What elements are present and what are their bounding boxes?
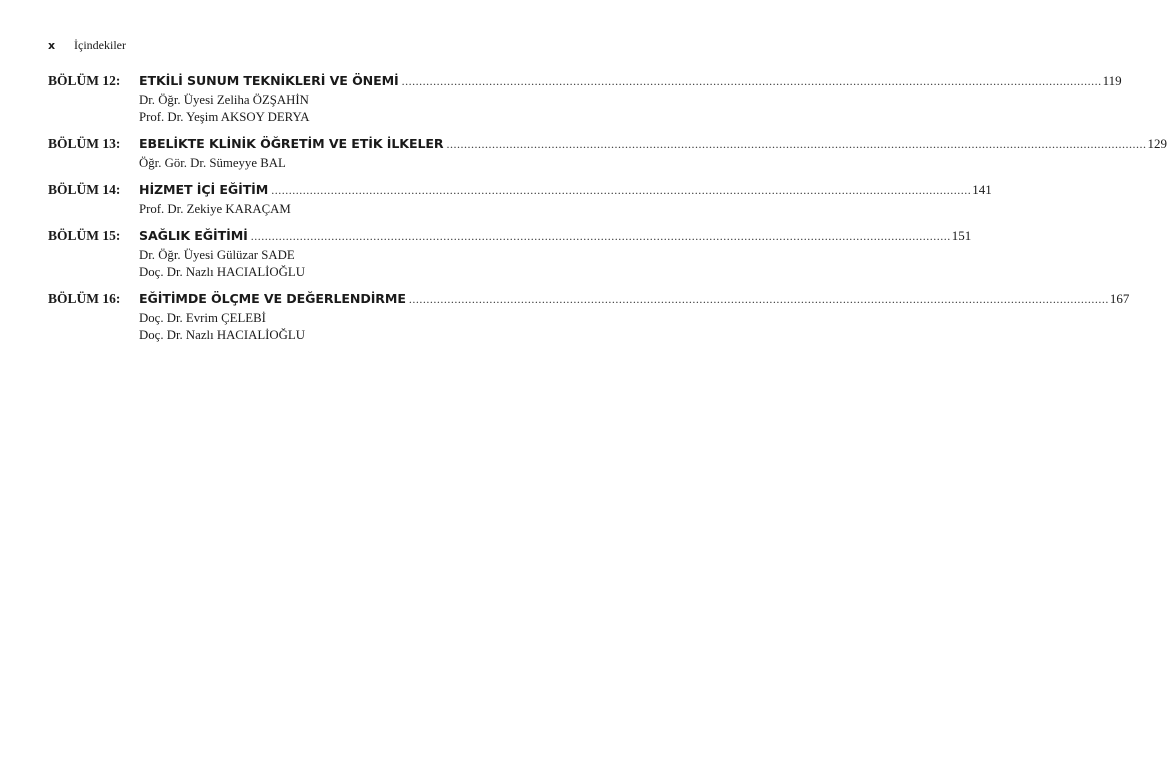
chapter-author: Öğr. Gör. Dr. Sümeyye BAL [139, 156, 286, 170]
dot-leader: ........................................................................................................................................................................................................ [271, 183, 972, 197]
chapter-number: BÖLÜM 15: [48, 228, 121, 243]
running-title: İçindekiler [74, 38, 126, 52]
toc-entry-12 [48, 73, 1122, 126]
chapter-page-number: 151 [951, 228, 972, 243]
toc-entry-16 [48, 291, 1130, 344]
chapter-number: BÖLÜM 12: [48, 73, 121, 88]
dot-leader: ........................................................................................................................................................................................................ [401, 74, 1102, 88]
toc-entry-line[interactable] [48, 136, 1167, 155]
chapter-author: Doç. Dr. Nazlı HACIALİOĞLU [139, 265, 305, 279]
chapter-page-number: 129 [1147, 136, 1167, 151]
chapter-number: BÖLÜM 14: [48, 182, 121, 197]
toc-entry-line[interactable] [48, 182, 992, 201]
page-number: x [48, 39, 56, 52]
chapter-author: Prof. Dr. Yeşim AKSOY DERYA [139, 110, 310, 124]
chapter-page-number: 141 [972, 182, 992, 197]
chapter-number: BÖLÜM 13: [48, 136, 121, 151]
chapter-author: Dr. Öğr. Üyesi Zeliha ÖZŞAHİN [139, 93, 309, 107]
chapter-title: SAĞLIK EĞİTİMİ [139, 228, 248, 243]
chapter-title: EĞİTİMDE ÖLÇME VE DEĞERLENDİRME [139, 291, 406, 306]
dot-leader: ........................................................................................................................................................................................................ [250, 229, 951, 243]
chapter-author: Dr. Öğr. Üyesi Gülüzar SADE [139, 248, 295, 262]
chapter-author: Doç. Dr. Evrim ÇELEBİ [139, 311, 266, 325]
chapter-number: BÖLÜM 16: [48, 291, 121, 306]
chapter-title: HİZMET İÇİ EĞİTİM [139, 182, 269, 197]
toc-entry-line[interactable] [48, 73, 1122, 92]
chapter-page-number: 119 [1102, 73, 1122, 88]
toc-entry-15 [48, 228, 972, 281]
page-header [48, 38, 126, 53]
table-of-contents [48, 73, 1167, 354]
chapter-author: Doç. Dr. Nazlı HACIALİOĞLU [139, 328, 305, 342]
chapter-title: ETKİLİ SUNUM TEKNİKLERİ VE ÖNEMİ [139, 73, 399, 88]
dot-leader: ........................................................................................................................................................................................................ [446, 137, 1147, 151]
chapter-page-number: 167 [1109, 291, 1130, 306]
chapter-author: Prof. Dr. Zekiye KARAÇAM [139, 202, 291, 216]
dot-leader: ........................................................................................................................................................................................................ [408, 292, 1109, 306]
toc-entry-line[interactable] [48, 228, 972, 247]
chapter-title: EBELİKTE KLİNİK ÖĞRETİM VE ETİK İLKELER [139, 136, 444, 151]
toc-entry-13 [48, 136, 1167, 172]
toc-entry-line[interactable] [48, 291, 1130, 310]
toc-entry-14 [48, 182, 992, 218]
